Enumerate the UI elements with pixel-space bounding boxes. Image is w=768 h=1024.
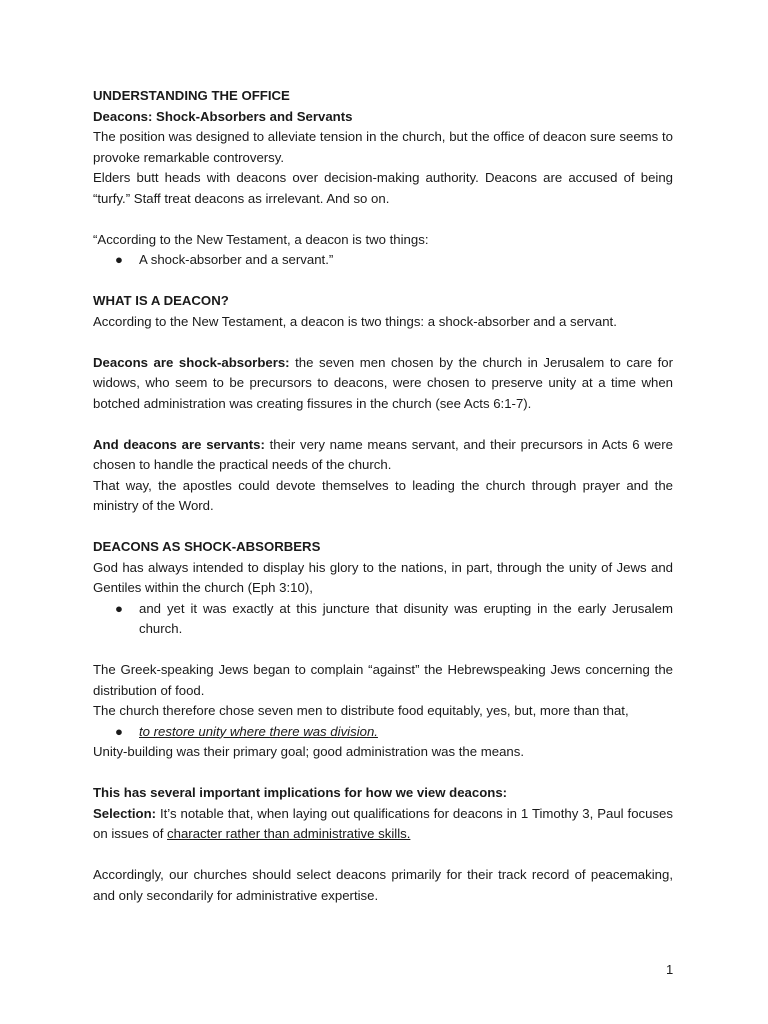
disunity-bullet-text: and yet it was exactly at this juncture that disunity was erupting in the early Jerusalem church.	[139, 600, 673, 636]
heading-deacons-as-shock-absorbers: DEACONS AS SHOCK-ABSORBERS	[93, 539, 321, 554]
selection-text: It’s notable that, when laying out qualifications for deacons in 1 Timothy 3, Paul focuses on issues of	[93, 805, 673, 841]
servant-lead: And deacons are servants:	[93, 436, 265, 452]
chose-paragraph: The church therefore chose seven men to distribute food equitably, yes, but, more than that,	[93, 703, 629, 718]
bullet-marker: ●	[115, 723, 123, 739]
shock-text: the seven men chosen by the church in Jerusalem to care for widows, who seem to be precursors to deacons, were chosen to preserve unity at a time when botched administration was creating fissures in the church (see Acts 6:1-7).	[93, 354, 673, 411]
quote-bullet-item	[93, 250, 673, 271]
page-number: 1	[666, 962, 674, 977]
unity-bullet-item	[93, 722, 673, 743]
bullet-marker: ●	[115, 252, 123, 267]
shock-section-paragraph: God has always intended to display his glory to the nations, in part, through the unity of Jews and Gentiles within the church (Eph 3:10),	[93, 559, 673, 595]
greek-paragraph: The Greek-speaking Jews began to complain “against” the Hebrewspeaking Jews concerning the distribution of food.	[93, 662, 673, 698]
doc-title: UNDERSTANDING THE OFFICE	[93, 88, 290, 103]
intro-paragraph-2: Elders butt heads with deacons over decision-making authority. Deacons are accused of being “turfy.” Staff treat deacons as irrelevant. And so on.	[93, 170, 673, 206]
doc-subtitle: Deacons: Shock-Absorbers and Servants	[93, 108, 353, 124]
selection-underlined-text: character rather than administrative skills.	[167, 826, 411, 841]
unity-paragraph: Unity-building was their primary goal; good administration was the means.	[93, 744, 524, 759]
servants-paragraph	[93, 435, 673, 476]
document-body	[93, 86, 673, 906]
servants-paragraph-2: That way, the apostles could devote themselves to leading the church through prayer and the ministry of the Word.	[93, 477, 673, 513]
quote-bullet-text: A shock-absorber and a servant.”	[139, 252, 334, 267]
quote-line: “According to the New Testament, a deacon is two things:	[93, 231, 429, 247]
selection-paragraph	[93, 804, 673, 845]
unity-bullet-text: to restore unity where there was division.	[139, 723, 378, 739]
shock-absorbers-paragraph	[93, 353, 673, 415]
shock-lead: Deacons are shock-absorbers:	[93, 354, 290, 370]
bullet-marker: ●	[115, 600, 123, 616]
implications-heading: This has several important implications for how we view deacons:	[93, 785, 508, 800]
intro-paragraph-1: The position was designed to alleviate tension in the church, but the office of deacon sure seems to provoke remarkable controversy.	[93, 129, 673, 165]
accordingly-paragraph: Accordingly, our churches should select deacons primarily for their track record of peacemaking, and only secondarily for administrative expertise.	[93, 867, 673, 903]
heading-what-is-a-deacon: WHAT IS A DEACON?	[93, 293, 229, 308]
selection-lead: Selection:	[93, 805, 157, 821]
what-paragraph: According to the New Testament, a deacon is two things: a shock-absorber and a servant.	[93, 313, 617, 329]
servant-text: their very name means servant, and their precursors in Acts 6 were chosen to handle the practical needs of the church.	[93, 436, 673, 472]
disunity-bullet-item	[93, 599, 673, 640]
